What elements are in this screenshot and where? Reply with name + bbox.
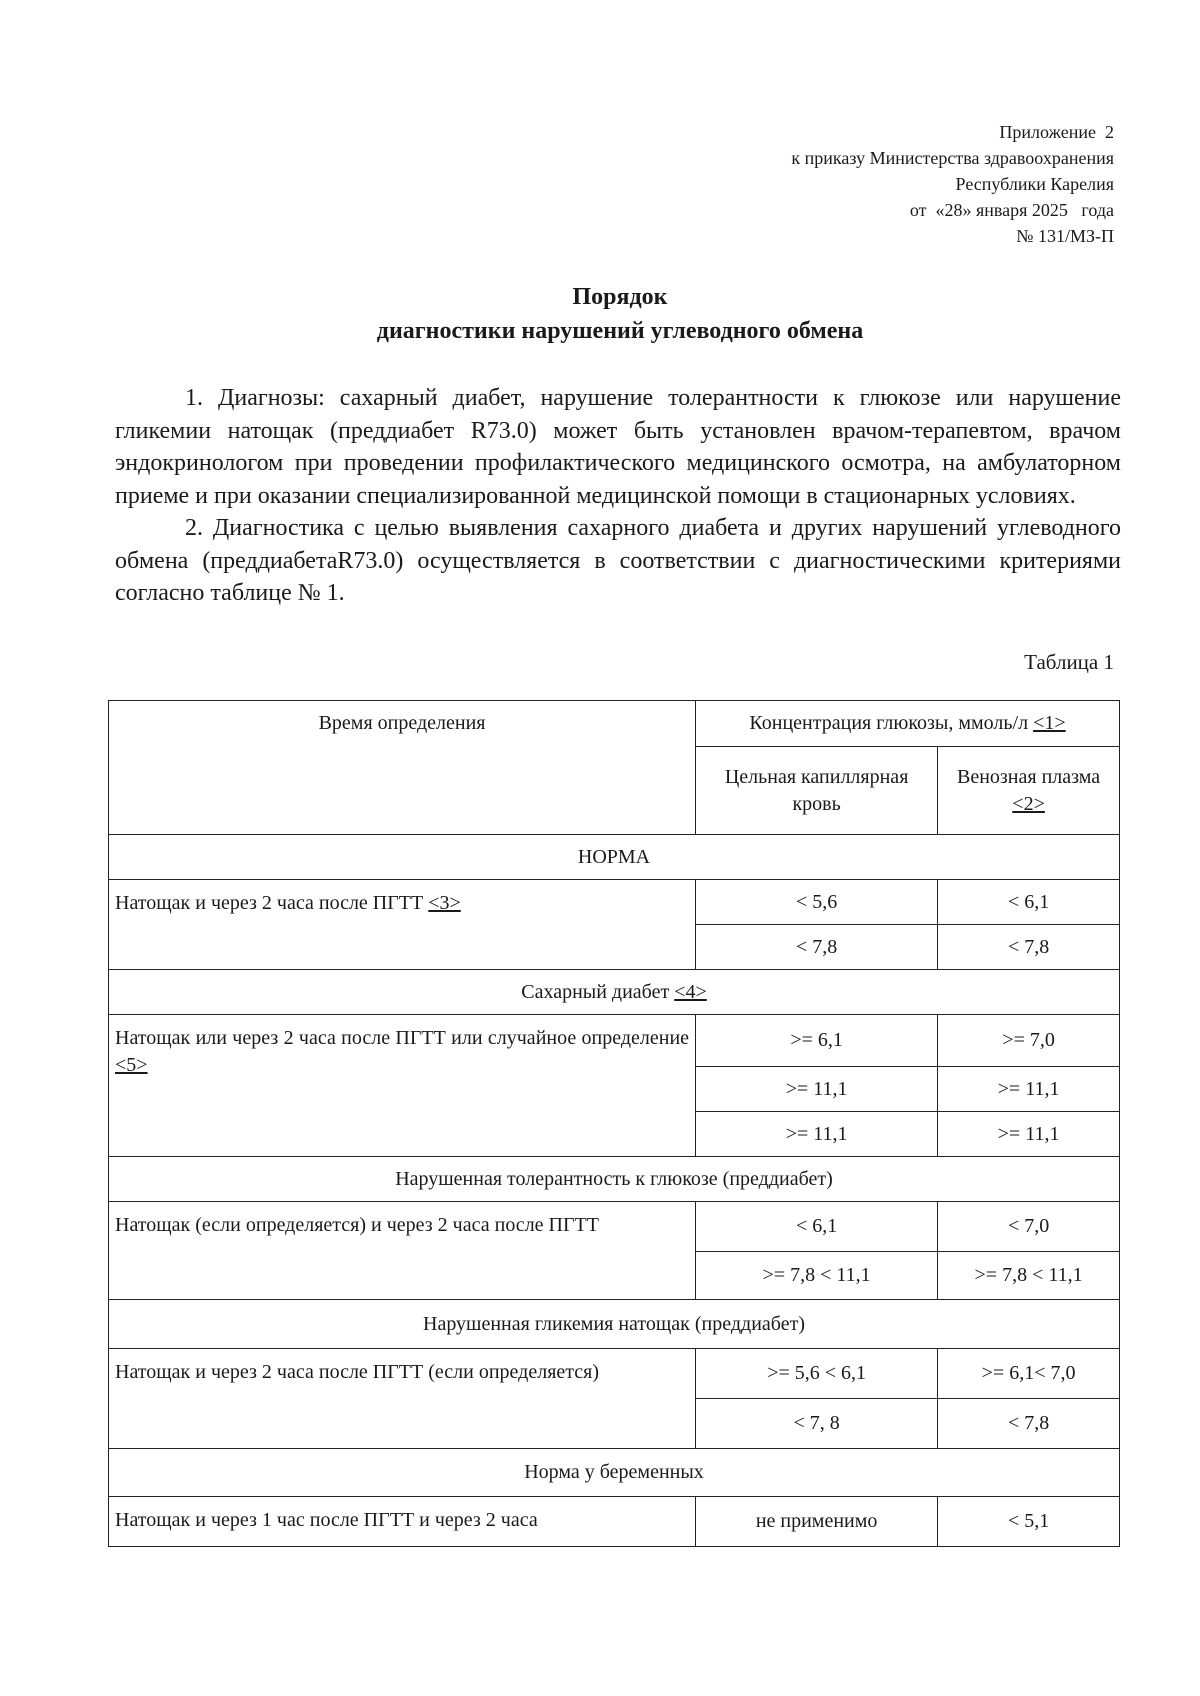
value-capillary: >= 11,1	[696, 1112, 938, 1157]
section-heading-row	[109, 1449, 1120, 1497]
footnote-ref-5[interactable]: <5>	[115, 1054, 148, 1076]
value-capillary: < 6,1	[696, 1202, 938, 1252]
footnote-ref-1[interactable]: <1>	[1033, 712, 1066, 734]
value-capillary: >= 7,8 < 11,1	[696, 1252, 938, 1300]
value-capillary: < 7,8	[696, 925, 938, 970]
value-venous: >= 11,1	[938, 1112, 1120, 1157]
value-venous: < 7,8	[938, 1399, 1120, 1449]
title-line-2: диагностики нарушений углеводного обмена	[376, 318, 864, 344]
header-time	[109, 701, 696, 835]
title-line-1: Порядок	[572, 284, 668, 310]
header-concentration	[696, 701, 1120, 747]
section-heading-row	[109, 1300, 1120, 1349]
paragraph-1: 1. Диагнозы: сахарный диабет, нарушение толерантности к глюкозе или нарушение гликемии натощак (преддиабет R73.0) может быть установлен врачом-терапевтом, врачом эндокринологом при проведении профилактического медицинского осмотра, на амбулаторном приеме и при оказании специализированной медицинской помощи в стационарных условиях.	[115, 385, 1121, 509]
table-header-row	[109, 701, 1120, 747]
body-text	[115, 382, 1121, 610]
value-venous: < 7,0	[938, 1202, 1120, 1252]
section-igt-heading: Нарушенная толерантность к глюкозе (преддиабет)	[109, 1157, 1120, 1202]
table-row	[109, 880, 1120, 925]
section-heading-row	[109, 835, 1120, 880]
header-venous-label: Венозная плазма	[956, 765, 1101, 788]
value-capillary: не применимо	[696, 1497, 938, 1547]
diabetes-time-label	[109, 1015, 696, 1157]
value-capillary: >= 11,1	[696, 1067, 938, 1112]
value-capillary: >= 5,6 < 6,1	[696, 1349, 938, 1399]
order-reference: к приказу Министерства здравоохранения	[791, 148, 1114, 168]
igt-time-label: Натощак (если определяется) и через 2 часа после ПГТТ	[109, 1202, 696, 1300]
value-venous: >= 11,1	[938, 1067, 1120, 1112]
header-capillary: Цельная капиллярная кровь	[696, 747, 938, 835]
section-pregnancy-heading: Норма у беременных	[109, 1449, 1120, 1497]
footnote-ref-3[interactable]: <3>	[428, 892, 461, 914]
table-row	[109, 1015, 1120, 1067]
section-diabetes-heading	[109, 970, 1120, 1015]
paragraph-2: 2. Диагностика с целью выявления сахарного диабета и других нарушений углеводного обмена (преддиабетаR73.0) осуществляется в соответствии с диагностическими критериями согласно таблице № 1.	[115, 515, 1121, 606]
norm-time-label	[109, 880, 696, 970]
table-row	[109, 1202, 1120, 1252]
value-capillary: < 5,6	[696, 880, 938, 925]
footnote-ref-4[interactable]: <4>	[674, 980, 707, 1003]
appendix-number: Приложение 2	[999, 122, 1114, 142]
order-number: № 131/МЗ-П	[1016, 226, 1114, 246]
value-venous: < 5,1	[938, 1497, 1120, 1547]
footnote-ref-2[interactable]: <2>	[1012, 792, 1045, 815]
diabetes-label-text: Натощак или через 2 часа после ПГТТ или случайное определение	[115, 1027, 690, 1049]
value-venous: >= 6,1< 7,0	[938, 1349, 1120, 1399]
region-name: Республики Карелия	[955, 174, 1114, 194]
value-venous: >= 7,8 < 11,1	[938, 1252, 1120, 1300]
order-date: от «28» января 2025 года	[909, 200, 1114, 220]
value-venous: >= 7,0	[938, 1015, 1120, 1067]
norm-label-text: Натощак и через 2 часа после ПГТТ	[115, 892, 424, 914]
table-row	[109, 1497, 1120, 1547]
approval-header	[791, 119, 1114, 249]
header-time-label: Время определения	[318, 712, 486, 734]
header-concentration-label: Концентрация глюкозы, ммоль/л	[749, 712, 1029, 734]
document-title	[0, 280, 1200, 348]
value-capillary: < 7, 8	[696, 1399, 938, 1449]
section-heading-row	[109, 1157, 1120, 1202]
pregnancy-time-label: Натощак и через 1 час после ПГТТ и через 2 часа	[109, 1497, 696, 1547]
table-caption: Таблица 1	[1024, 650, 1114, 674]
header-venous	[938, 747, 1120, 835]
section-norm-heading: НОРМА	[109, 835, 1120, 880]
value-venous: < 7,8	[938, 925, 1120, 970]
ifg-time-label: Натощак и через 2 часа после ПГТТ (если определяется)	[109, 1349, 696, 1449]
section-ifg-heading: Нарушенная гликемия натощак (преддиабет)	[109, 1300, 1120, 1349]
section-heading-row	[109, 970, 1120, 1015]
diabetes-heading-text: Сахарный диабет	[521, 980, 670, 1003]
value-venous: < 6,1	[938, 880, 1120, 925]
value-capillary: >= 6,1	[696, 1015, 938, 1067]
table-row	[109, 1349, 1120, 1399]
glucose-criteria-table	[108, 700, 1120, 1547]
